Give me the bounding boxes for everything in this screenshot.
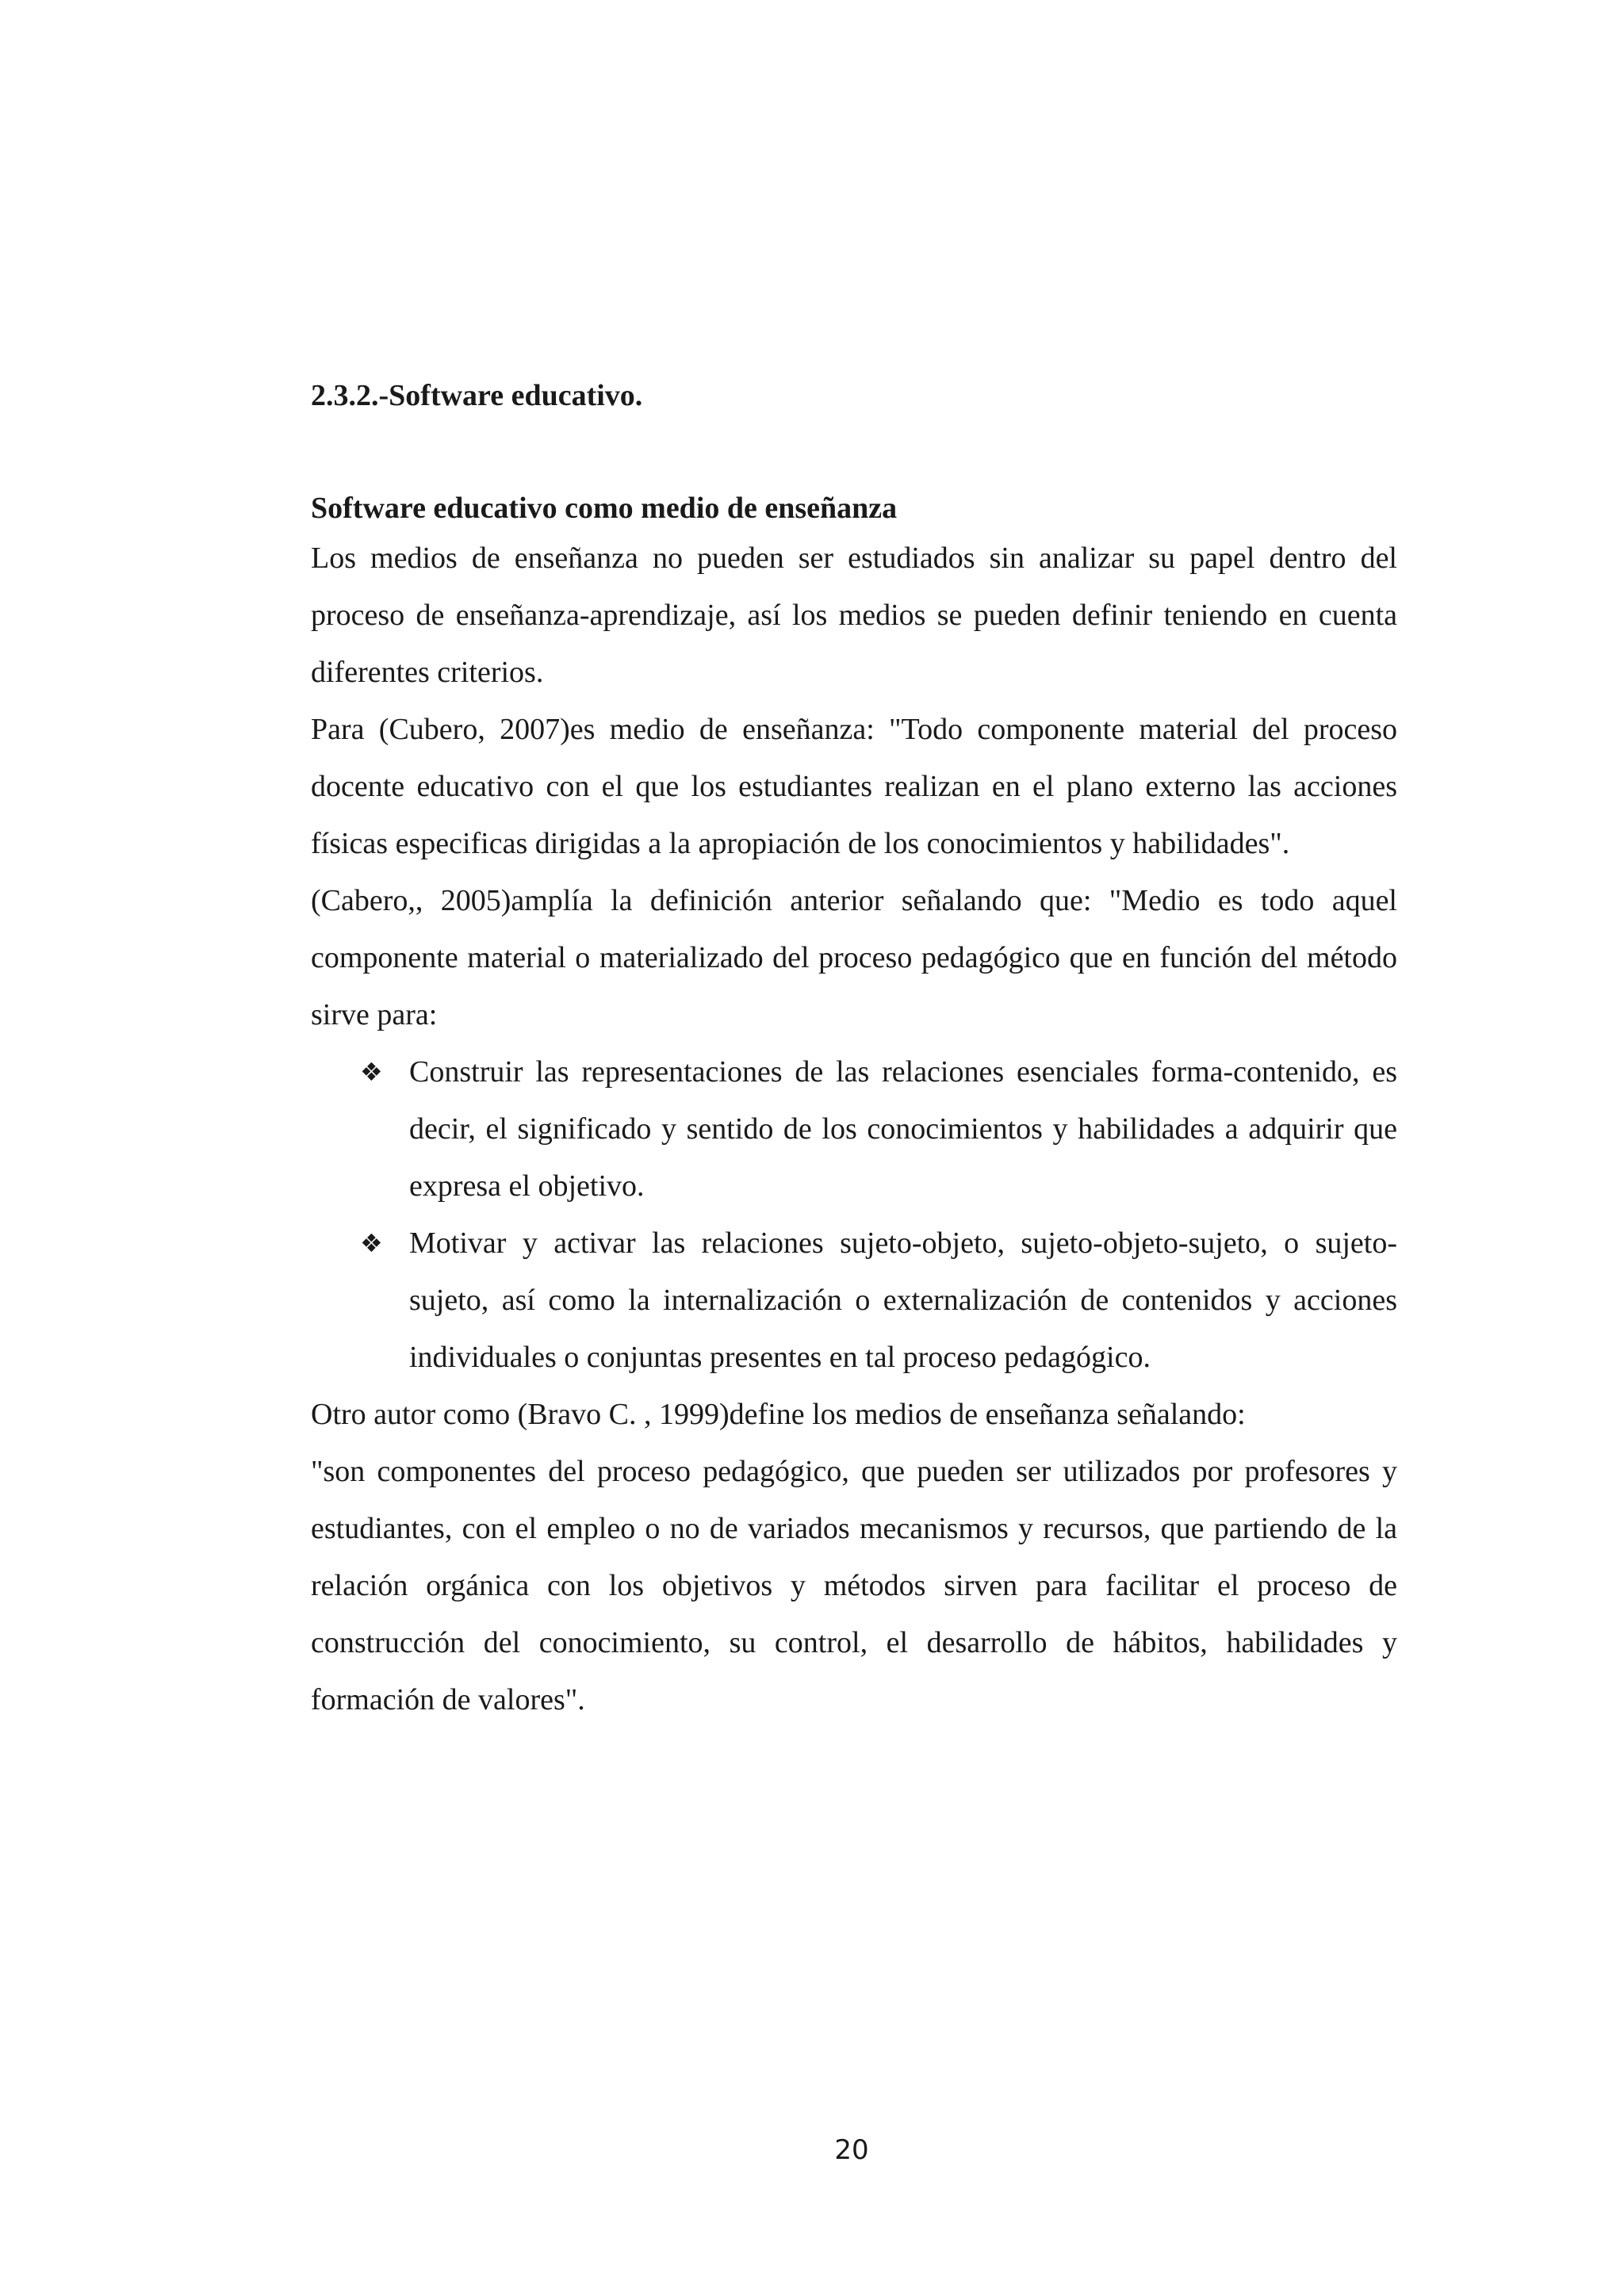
subheading: Software educativo como medio de enseñanza (311, 492, 898, 525)
paragraph-intro: Los medios de enseñanza no pueden ser estudiados sin analizar su papel dentro del proceso de enseñanza-aprendizaje, así los medios se pueden definir teniendo en cuenta diferentes criterios. (311, 541, 1397, 689)
bullet-list (311, 1043, 1397, 1386)
list-item (311, 1215, 1397, 1386)
page-number: 20 (834, 2134, 869, 2166)
diamond-cross-bullet-icon: ❖ (360, 1228, 383, 1258)
list-item-text: Construir las representaciones de las relaciones esenciales forma-contenido, es decir, el significado y sentido de los conocimientos y habilidades a adquirir que expresa el objetivo. (409, 1055, 1397, 1203)
list-item (311, 1043, 1397, 1215)
paragraph-cabero: (Cabero,, 2005)amplía la definición anterior señalando que: "Medio es todo aquel componente material o materializado del proceso pedagógico que en función del método sirve para: (311, 884, 1397, 1031)
diamond-cross-bullet-icon: ❖ (360, 1057, 383, 1087)
section-heading: 2.3.2.-Software educativo. (311, 379, 643, 412)
paragraph-cubero: Para (Cubero, 2007)es medio de enseñanza: "Todo componente material del proceso docente educativo con el que los estudiantes realizan en el plano externo las acciones físicas especificas dirigidas a la apropiación de los conocimientos y habilidades". (311, 713, 1397, 860)
list-item-text: Motivar y activar las relaciones sujeto-objeto, sujeto-objeto-sujeto, o sujeto-sujeto, así como la internalización o externalización de contenidos y acciones individuales o conjuntas presentes en tal proceso pedagógico. (409, 1226, 1397, 1374)
paragraph-bravo-quote: "son componentes del proceso pedagógico, que pueden ser utilizados por profesores y estudiantes, con el empleo o no de variados mecanismos y recursos, que partiendo de la relación orgánica con los objetivos y métodos sirven para facilitar el proceso de construcción del conocimiento, su control, el desarrollo de hábitos, habilidades y formación de valores". (311, 1455, 1397, 1716)
page-content (311, 374, 1397, 1728)
paragraph-bravo-intro: Otro autor como (Bravo C. , 1999)define los medios de enseñanza señalando: (311, 1398, 1246, 1431)
